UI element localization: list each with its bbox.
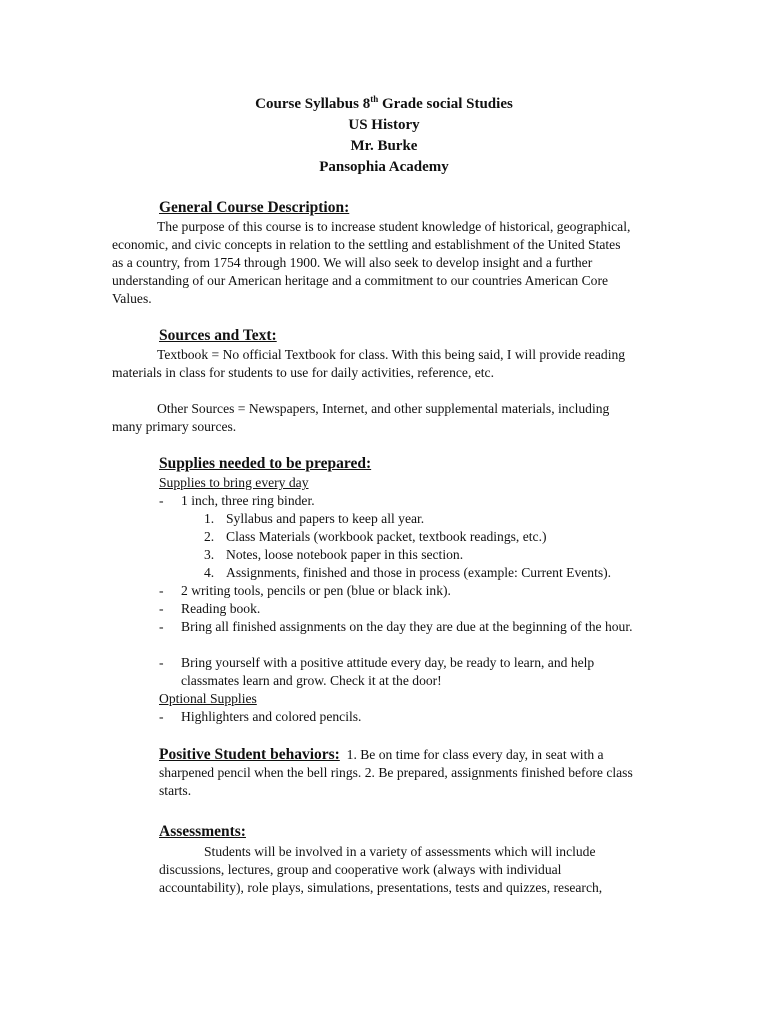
supply-text: Reading book. — [181, 601, 261, 616]
general-description-heading — [159, 198, 659, 218]
subject-line: US History — [348, 117, 420, 133]
item-text: Notes, loose notebook paper in this section. — [226, 547, 464, 562]
behaviors-body: 1. Be on time for class every day, in seat with a sharpened pencil when the bell rings. 2. Be prepared, assignments finished before class starts. — [159, 747, 633, 798]
optional-supplies-label: Optional Supplies — [159, 691, 257, 706]
item-number: 4. — [204, 565, 215, 580]
teacher-line: Mr. Burke — [350, 138, 418, 154]
bullet-dash: - — [159, 709, 164, 724]
bullet-dash: - — [159, 619, 164, 634]
assessments-body: Students will be involved in a variety of assessments which will include discussions, lectures, group and cooperative work (always with individual accountability), role plays, simulations, presentations, tests and quizzes, research, — [159, 844, 603, 895]
general-description-body: The purpose of this course is to increase student knowledge of historical, geographical, economic, and civic concepts in relation to the settling and establishment of the United States as a country, from 1754 through 1900. We will also seek to develop insight and a further understanding of our American heritage and a commitment to our countries American Core Values. — [112, 219, 631, 306]
supply-text: 1 inch, three ring binder. — [181, 493, 315, 508]
bullet-dash: - — [159, 493, 164, 508]
supply-text: Bring yourself with a positive attitude every day, be ready to learn, and help classmates learn and grow. Check it at the door! — [181, 655, 595, 688]
supply-text: 2 writing tools, pencils or pen (blue or black ink). — [181, 583, 451, 598]
textbook-paragraph: Textbook = No official Textbook for class. With this being said, I will provide reading materials in class for students to use for daily activities, reference, etc. — [112, 347, 626, 380]
item-text: Assignments, finished and those in process (example: Current Events). — [226, 565, 612, 580]
title-suffix: Grade social Studies — [378, 96, 513, 112]
sources-heading — [159, 326, 659, 346]
document-header — [0, 94, 768, 178]
supplies-heading — [159, 454, 659, 474]
section-heading: Sources and Text: — [159, 327, 277, 344]
bullet-dash: - — [159, 601, 164, 616]
section-heading: Supplies needed to be prepared: — [159, 455, 372, 472]
school-line: Pansophia Academy — [319, 159, 449, 175]
supply-text: Highlighters and colored pencils. — [181, 709, 362, 724]
bullet-dash: - — [159, 583, 164, 598]
section-heading: Positive Student behaviors: — [159, 746, 340, 763]
item-number: 2. — [204, 529, 215, 544]
item-text: Syllabus and papers to keep all year. — [226, 511, 425, 526]
every-day-label: Supplies to bring every day — [159, 475, 309, 490]
item-text: Class Materials (workbook packet, textbook readings, etc.) — [226, 529, 547, 544]
section-heading: General Course Description: — [159, 199, 350, 216]
bullet-dash: - — [159, 655, 164, 670]
behaviors-section — [159, 746, 634, 800]
assessments-heading — [159, 822, 659, 842]
section-heading: Assessments: — [159, 823, 246, 840]
item-number: 1. — [204, 511, 215, 526]
title-prefix: Course Syllabus 8 — [255, 96, 371, 112]
item-number: 3. — [204, 547, 215, 562]
supply-text: Bring all finished assignments on the day they are due at the beginning of the hour. — [181, 619, 633, 634]
other-sources-paragraph: Other Sources = Newspapers, Internet, and other supplemental materials, including many primary sources. — [112, 401, 610, 434]
title-superscript: th — [370, 94, 379, 104]
title-line — [0, 94, 768, 115]
